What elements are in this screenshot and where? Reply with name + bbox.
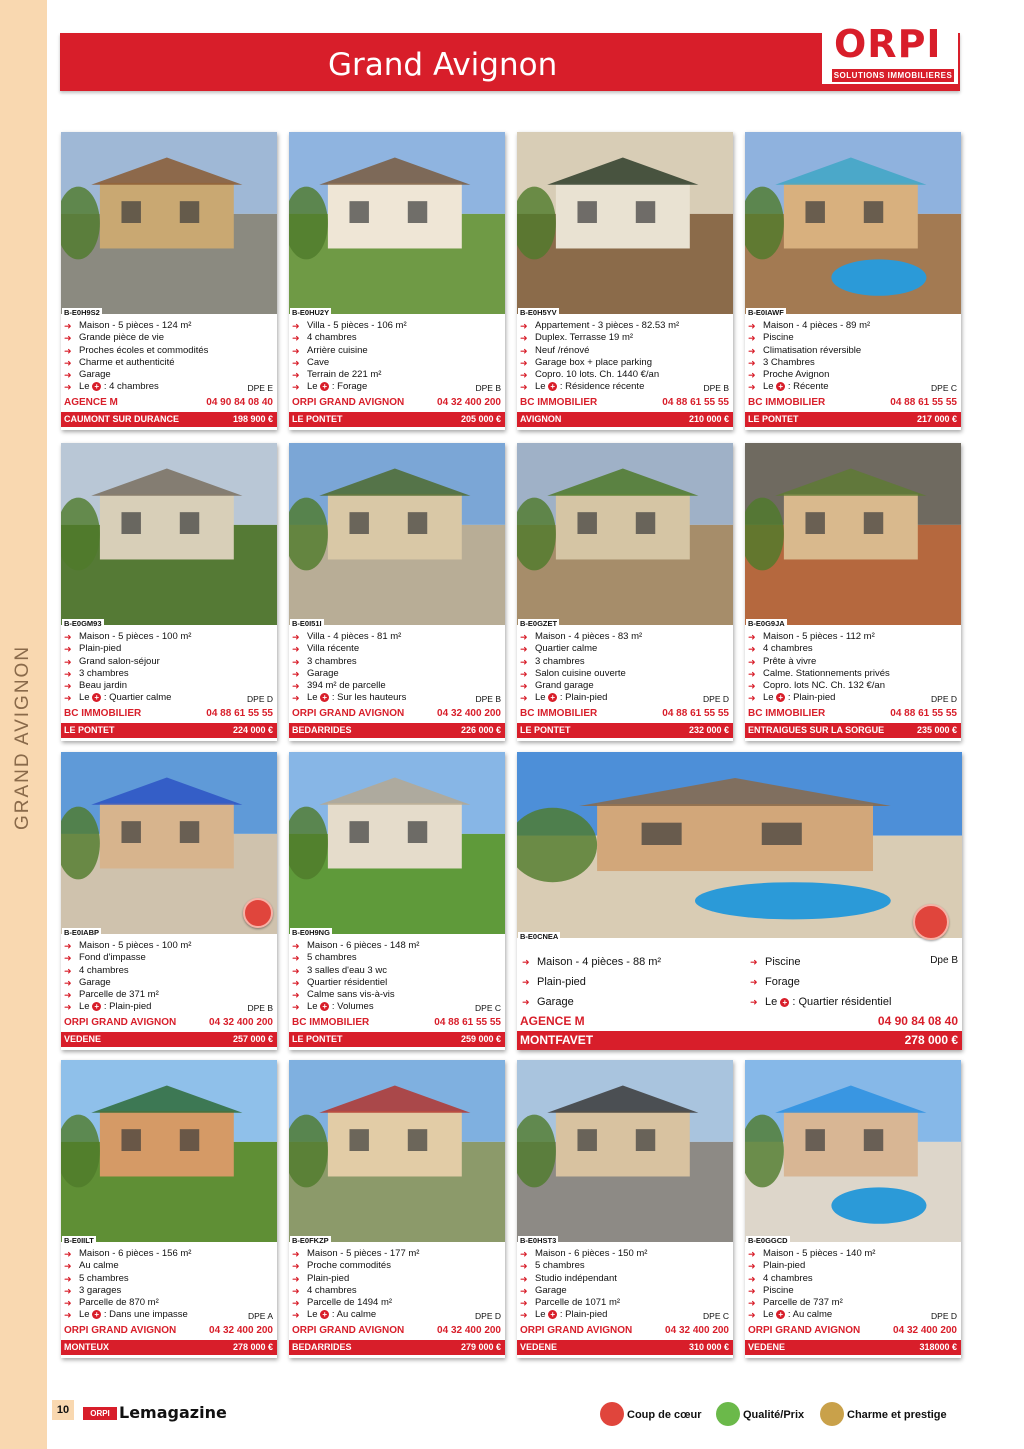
listing-ref: B-E0GZET <box>520 619 558 628</box>
feature-item: ➜ Piscine <box>745 332 870 344</box>
agency-phone[interactable]: 04 88 61 55 55 <box>206 708 273 719</box>
plus-text: : Dans une impasse <box>101 1309 188 1321</box>
feature-plus-item: ➜ Le + : Volumes <box>289 1001 419 1013</box>
feature-item: ➜ Proche commodités <box>289 1260 419 1272</box>
quality-price-icon <box>716 1402 740 1426</box>
feature-item: ➜ Cave <box>289 357 407 369</box>
feature-list <box>61 940 191 1014</box>
city-name: LE PONTET <box>64 725 115 735</box>
agency-phone[interactable]: 04 32 400 200 <box>437 1325 501 1336</box>
plus-icon: + <box>92 1310 101 1319</box>
listing-card[interactable] <box>745 443 961 741</box>
plus-text: : Au calme <box>785 1309 833 1321</box>
agency-phone[interactable]: 04 88 61 55 55 <box>434 1017 501 1028</box>
feature-plus-item: ➜ Le + : Plain-pied <box>745 692 890 704</box>
plus-icon: + <box>320 382 329 391</box>
listing-card[interactable] <box>289 443 505 741</box>
feature-plus-item: ➜ Le + : Résidence récente <box>517 381 679 393</box>
plus-icon: + <box>320 1310 329 1319</box>
dpe-rating: DPE D <box>703 694 729 704</box>
feature-item: ➜ Quartier résidentiel <box>289 977 419 989</box>
feature-plus-item: ➜ Le + : Dans une impasse <box>61 1309 191 1321</box>
property-photo[interactable] <box>289 443 505 625</box>
listing-card[interactable] <box>517 132 733 430</box>
agency-row <box>289 396 505 410</box>
feature-item: ➜ Grand garage <box>517 680 642 692</box>
feature-item: ➜ 3 chambres <box>61 668 191 680</box>
agency-phone[interactable]: 04 32 400 200 <box>665 1325 729 1336</box>
feature-item: ➜ Parcelle de 870 m² <box>61 1297 191 1309</box>
feature-item: ➜ 3 salles d'eau 3 wc <box>289 965 419 977</box>
feature-list <box>517 631 642 705</box>
dpe-rating: DPE C <box>475 1003 501 1013</box>
feature-item: ➜ Parcelle de 737 m² <box>745 1297 875 1309</box>
feature-list <box>289 320 407 394</box>
city-price-bar <box>289 723 505 738</box>
price: 279 000 € <box>460 1342 501 1352</box>
feature-plus-item: ➜ Le + : Au calme <box>289 1309 419 1321</box>
listing-ref: B-E0H9S2 <box>64 308 100 317</box>
feature-plus-item: ➜ Le + : 4 chambres <box>61 381 208 393</box>
plus-text: : Quartier calme <box>101 692 172 704</box>
city-price-bar <box>289 412 505 427</box>
city-price-bar <box>517 412 733 427</box>
plus-icon: + <box>92 693 101 702</box>
feature-item: ➜ Forage <box>747 972 891 992</box>
listing-card[interactable] <box>61 132 277 430</box>
feature-plus-item: ➜ Le + : Forage <box>289 381 407 393</box>
agency-name[interactable]: ORPI GRAND AVIGNON <box>64 1325 177 1336</box>
price: 257 000 € <box>232 1034 273 1044</box>
agency-name[interactable]: ORPI GRAND AVIGNON <box>520 1325 633 1336</box>
city-name: LE PONTET <box>520 725 571 735</box>
feature-item: ➜ Maison - 4 pièces - 83 m² <box>517 631 642 643</box>
plus-text: : Plain-pied <box>101 1001 152 1013</box>
feature-item: ➜ 4 chambres <box>61 965 191 977</box>
price: 232 000 € <box>688 725 729 735</box>
plus-icon: + <box>548 382 557 391</box>
listing-card[interactable] <box>61 752 277 1050</box>
property-photo[interactable] <box>289 132 505 314</box>
orpi-logo[interactable] <box>822 20 958 84</box>
feature-list-right <box>747 952 891 1012</box>
property-photo[interactable] <box>745 132 961 314</box>
price: 259 000 € <box>460 1034 501 1044</box>
price: 310 000 € <box>688 1342 729 1352</box>
price: 198 900 € <box>232 414 273 424</box>
agency-name[interactable]: BC IMMOBILIER <box>292 1017 370 1028</box>
dpe-rating: DPE C <box>703 1311 729 1321</box>
city-name: AVIGNON <box>520 414 562 424</box>
feature-item: ➜ Maison - 4 pièces - 88 m² <box>519 952 661 972</box>
feature-item: ➜ 4 chambres <box>745 643 890 655</box>
feature-item: ➜ Calme sans vis-à-vis <box>289 989 419 1001</box>
feature-item: ➜ Maison - 6 pièces - 156 m² <box>61 1248 191 1260</box>
dpe-rating: DPE B <box>475 383 501 393</box>
agency-phone[interactable]: 04 90 84 08 40 <box>206 397 273 408</box>
feature-item: ➜ Piscine <box>745 1285 875 1297</box>
listing-card[interactable] <box>517 443 733 741</box>
feature-item: ➜ 3 chambres <box>517 656 642 668</box>
plus-text: : Plain-pied <box>557 1309 608 1321</box>
plus-icon: + <box>548 693 557 702</box>
city-price-bar <box>289 1032 505 1047</box>
city-name: LE PONTET <box>292 1034 343 1044</box>
listing-ref: B-E0HST3 <box>520 1236 557 1245</box>
feature-list <box>61 320 208 394</box>
property-photo[interactable] <box>61 132 277 314</box>
prestige-icon <box>820 1402 844 1426</box>
feature-item: ➜ Maison - 5 pièces - 177 m² <box>289 1248 419 1260</box>
agency-name[interactable]: ORPI GRAND AVIGNON <box>292 1325 405 1336</box>
listing-ref: B-E0FKZP <box>292 1236 329 1245</box>
agency-name[interactable]: ORPI GRAND AVIGNON <box>292 708 405 719</box>
agency-phone[interactable]: 04 88 61 55 55 <box>890 708 957 719</box>
property-photo[interactable] <box>517 443 733 625</box>
listing-ref: B-E0IILT <box>64 1236 94 1245</box>
agency-phone[interactable]: 04 32 400 200 <box>893 1325 957 1336</box>
listing-card[interactable] <box>517 1060 733 1358</box>
heart-house-icon <box>600 1402 624 1426</box>
city-price-bar <box>61 412 277 427</box>
feature-item: ➜ Garage <box>289 668 406 680</box>
feature-item: ➜ Piscine <box>747 952 891 972</box>
feature-item: ➜ Garage box + place parking <box>517 357 679 369</box>
feature-item: ➜ 3 chambres <box>289 656 406 668</box>
agency-row <box>289 1324 505 1338</box>
property-photo[interactable] <box>517 752 962 938</box>
feature-item: ➜ Fond d'impasse <box>61 952 191 964</box>
plus-text: : Récente <box>785 381 829 393</box>
agency-name[interactable]: AGENCE M <box>520 1014 585 1028</box>
listing-ref: B-E0H5YV <box>520 308 557 317</box>
plus-text: : Quartier résidentiel <box>789 996 892 1008</box>
dpe-rating: DPE D <box>475 1311 501 1321</box>
plus-icon: + <box>320 693 329 702</box>
plus-icon: + <box>320 1002 329 1011</box>
feature-item: ➜ Plain-pied <box>519 972 661 992</box>
plus-text: : Au calme <box>329 1309 377 1321</box>
feature-item: ➜ Neuf /rénové <box>517 345 679 357</box>
feature-item: ➜ Plain-pied <box>61 643 191 655</box>
feature-item: ➜ Charme et authenticité <box>61 357 208 369</box>
listing-ref: B-E0CNEA <box>520 932 559 941</box>
feature-item: ➜ Beau jardin <box>61 680 191 692</box>
plus-text: : Forage <box>329 381 368 393</box>
feature-item: ➜ 3 Chambres <box>745 357 870 369</box>
dpe-rating: DPE E <box>247 383 273 393</box>
listing-card[interactable] <box>289 132 505 430</box>
plus-text: : Résidence récente <box>557 381 645 393</box>
plus-icon: + <box>780 998 789 1007</box>
dpe-rating: DPE D <box>247 694 273 704</box>
listing-ref: B-E0H9NG <box>292 928 330 937</box>
feature-item: ➜ 4 chambres <box>289 1285 419 1297</box>
feature-item: ➜ 5 chambres <box>517 1260 647 1272</box>
feature-list <box>745 1248 875 1322</box>
property-photo[interactable] <box>61 443 277 625</box>
feature-item: ➜ Maison - 4 pièces - 89 m² <box>745 320 870 332</box>
agency-row <box>517 707 733 721</box>
feature-plus-item: ➜ Le + : Plain-pied <box>61 1001 191 1013</box>
city-name: ENTRAIGUES SUR LA SORGUE <box>748 725 885 735</box>
price: 235 000 € <box>916 725 957 735</box>
feature-plus-item: ➜ Le + : Quartier résidentiel <box>747 992 891 1012</box>
feature-plus-item: ➜ Le + : Quartier calme <box>61 692 191 704</box>
city-price-bar <box>745 412 961 427</box>
feature-list <box>289 940 419 1014</box>
dpe-rating: DPE B <box>247 1003 273 1013</box>
feature-item: ➜ Maison - 5 pièces - 124 m² <box>61 320 208 332</box>
feature-item: ➜ Parcelle de 1494 m² <box>289 1297 419 1309</box>
feature-item: ➜ Maison - 5 pièces - 112 m² <box>745 631 890 643</box>
feature-plus-item: ➜ Le + : Plain-pied <box>517 692 642 704</box>
dpe-rating: DPE D <box>931 1311 957 1321</box>
city-price-bar <box>745 723 961 738</box>
city-price-bar <box>61 723 277 738</box>
page-number: 10 <box>52 1400 74 1420</box>
city-name: MONTEUX <box>64 1342 109 1352</box>
feature-list <box>61 1248 191 1322</box>
feature-item: ➜ Grand salon-séjour <box>61 656 191 668</box>
plus-text: : Sur les hauteurs <box>329 692 407 704</box>
city-name: MONTFAVET <box>520 1033 594 1047</box>
magazine-name: Lemagazine <box>119 1403 227 1422</box>
feature-item: ➜ Duplex. Terrasse 19 m² <box>517 332 679 344</box>
property-photo[interactable] <box>745 1060 961 1242</box>
listing-card[interactable] <box>61 443 277 741</box>
feature-item: ➜ Studio indépendant <box>517 1273 647 1285</box>
agency-row <box>289 1016 505 1030</box>
coup-de-coeur-badge <box>913 904 949 940</box>
agency-row <box>61 707 277 721</box>
side-section-label <box>12 806 34 830</box>
price: 217 000 € <box>916 414 957 424</box>
agency-name[interactable]: AGENCE M <box>64 397 118 408</box>
feature-item: ➜ Grande pièce de vie <box>61 332 208 344</box>
plus-text: : Volumes <box>329 1001 374 1013</box>
city-price-bar <box>61 1340 277 1355</box>
page-title: Grand Avignon <box>328 47 558 83</box>
agency-row <box>745 396 961 410</box>
feature-item: ➜ 4 chambres <box>745 1273 875 1285</box>
feature-item: ➜ Appartement - 3 pièces - 82.53 m² <box>517 320 679 332</box>
feature-item: ➜ Parcelle de 1071 m² <box>517 1297 647 1309</box>
price: 226 000 € <box>460 725 501 735</box>
city-name: BEDARRIDES <box>292 1342 352 1352</box>
plus-text: : 4 chambres <box>101 381 159 393</box>
agency-name[interactable]: ORPI GRAND AVIGNON <box>292 397 405 408</box>
city-price-bar <box>517 1340 733 1355</box>
agency-row <box>61 1324 277 1338</box>
property-photo[interactable] <box>289 752 505 934</box>
property-photo[interactable] <box>61 1060 277 1242</box>
listing-ref: B-E0GGCD <box>748 1236 788 1245</box>
feature-item: ➜ 5 chambres <box>61 1273 191 1285</box>
feature-item: ➜ Villa - 4 pièces - 81 m² <box>289 631 406 643</box>
feature-item: ➜ Villa récente <box>289 643 406 655</box>
plus-icon: + <box>92 1002 101 1011</box>
feature-item: ➜ Plain-pied <box>289 1273 419 1285</box>
feature-item: ➜ Prête à vivre <box>745 656 890 668</box>
feature-list <box>289 631 406 705</box>
agency-name[interactable]: BC IMMOBILIER <box>748 708 826 719</box>
feature-item: ➜ Maison - 5 pièces - 100 m² <box>61 940 191 952</box>
feature-item: ➜ 5 chambres <box>289 952 419 964</box>
city-name: CAUMONT SUR DURANCE <box>64 414 179 424</box>
dpe-rating: DPE B <box>703 383 729 393</box>
price: 278 000 € <box>904 1033 958 1047</box>
plus-icon: + <box>776 382 785 391</box>
agency-phone[interactable]: 04 32 400 200 <box>437 708 501 719</box>
feature-item: ➜ Climatisation réversible <box>745 345 870 357</box>
feature-plus-item: ➜ Le + : Au calme <box>745 1309 875 1321</box>
agency-row <box>517 1324 733 1338</box>
city-price-bar <box>745 1340 961 1355</box>
city-name: VEDENE <box>520 1342 558 1352</box>
listing-ref: B-E0I51I <box>292 619 322 628</box>
price: 318000 € <box>919 1342 957 1352</box>
listing-card[interactable] <box>61 1060 277 1358</box>
listing-card[interactable] <box>745 132 961 430</box>
feature-plus-item: ➜ Le + : Sur les hauteurs <box>289 692 406 704</box>
feature-item: ➜ Quartier calme <box>517 643 642 655</box>
feature-item: ➜ Arrière cuisine <box>289 345 407 357</box>
property-photo[interactable] <box>517 132 733 314</box>
feature-item: ➜ 394 m² de parcelle <box>289 680 406 692</box>
listing-card[interactable] <box>289 1060 505 1358</box>
feature-list <box>517 320 679 394</box>
feature-item: ➜ Parcelle de 371 m² <box>61 989 191 1001</box>
plus-icon: + <box>92 382 101 391</box>
city-price-bar <box>61 1032 277 1047</box>
dpe-rating: DPE D <box>931 694 957 704</box>
agency-phone[interactable]: 04 32 400 200 <box>209 1325 273 1336</box>
logo-word: ORPI <box>834 22 942 66</box>
feature-item: ➜ Plain-pied <box>745 1260 875 1272</box>
city-name: VEDENE <box>64 1034 102 1044</box>
feature-item: ➜ Garage <box>61 369 208 381</box>
feature-item: ➜ Calme. Stationnements privés <box>745 668 890 680</box>
feature-list <box>289 1248 419 1322</box>
feature-plus-item: ➜ Le + : Récente <box>745 381 870 393</box>
feature-item: ➜ Copro. lots NC. Ch. 132 €/an <box>745 680 890 692</box>
feature-item: ➜ 3 garages <box>61 1285 191 1297</box>
city-name: LE PONTET <box>748 414 799 424</box>
feature-item: ➜ Proches écoles et commodités <box>61 345 208 357</box>
feature-item: ➜ Villa - 5 pièces - 106 m² <box>289 320 407 332</box>
feature-item: ➜ Copro. 10 lots. Ch. 1440 €/an <box>517 369 679 381</box>
property-photo[interactable] <box>289 1060 505 1242</box>
feature-list-left <box>519 952 661 1012</box>
feature-item: ➜ Maison - 6 pièces - 150 m² <box>517 1248 647 1260</box>
property-photo[interactable] <box>517 1060 733 1242</box>
agency-name[interactable]: BC IMMOBILIER <box>748 397 826 408</box>
feature-list <box>517 1248 647 1322</box>
agency-phone[interactable]: 04 90 84 08 40 <box>877 1014 958 1028</box>
listing-ref: B-E0IABP <box>64 928 100 937</box>
feature-plus-item: ➜ Le + : Plain-pied <box>517 1309 647 1321</box>
featured-listing-card[interactable] <box>517 752 962 1050</box>
agency-name[interactable]: BC IMMOBILIER <box>520 708 598 719</box>
feature-item: ➜ Salon cuisine ouverte <box>517 668 642 680</box>
coup-de-coeur-badge <box>243 898 273 928</box>
listing-ref: B-E0G9JA <box>748 619 785 628</box>
price: 224 000 € <box>232 725 273 735</box>
feature-list <box>745 631 890 705</box>
price: 210 000 € <box>688 414 729 424</box>
city-price-bar <box>517 723 733 738</box>
plus-icon: + <box>776 1310 785 1319</box>
agency-phone[interactable]: 04 88 61 55 55 <box>662 708 729 719</box>
footer-orpi-logo: ORPI <box>83 1407 117 1420</box>
dpe-rating: DPE C <box>931 383 957 393</box>
feature-item: ➜ Garage <box>61 977 191 989</box>
agency-row <box>61 1016 277 1030</box>
agency-row <box>517 396 733 410</box>
listing-ref: B-E0HU2Y <box>292 308 330 317</box>
property-photo[interactable] <box>745 443 961 625</box>
plus-icon: + <box>548 1310 557 1319</box>
agency-row <box>745 1324 961 1338</box>
feature-item: ➜ Au calme <box>61 1260 191 1272</box>
feature-item: ➜ 4 chambres <box>289 332 407 344</box>
listing-card[interactable] <box>745 1060 961 1358</box>
price: 278 000 € <box>232 1342 273 1352</box>
agency-phone[interactable]: 04 32 400 200 <box>209 1017 273 1028</box>
agency-phone[interactable]: 04 88 61 55 55 <box>890 397 957 408</box>
plus-text: : Plain-pied <box>557 692 608 704</box>
dpe-rating: DPE B <box>475 694 501 704</box>
agency-row <box>289 707 505 721</box>
plus-icon: + <box>776 693 785 702</box>
agency-row <box>745 707 961 721</box>
agency-name[interactable]: BC IMMOBILIER <box>64 708 142 719</box>
feature-item: ➜ Garage <box>517 1285 647 1297</box>
feature-item: ➜ Garage <box>519 992 661 1012</box>
agency-phone[interactable]: 04 88 61 55 55 <box>662 397 729 408</box>
feature-list <box>745 320 870 394</box>
agency-name[interactable]: ORPI GRAND AVIGNON <box>748 1325 861 1336</box>
city-name: LE PONTET <box>292 414 343 424</box>
city-price-bar <box>289 1340 505 1355</box>
city-name: BEDARRIDES <box>292 725 352 735</box>
feature-item: ➜ Maison - 5 pièces - 140 m² <box>745 1248 875 1260</box>
listing-ref: B-E0IAWF <box>748 308 784 317</box>
agency-name[interactable]: BC IMMOBILIER <box>520 397 598 408</box>
dpe-rating: DPE A <box>247 1311 273 1321</box>
listing-ref: B-E0GM93 <box>64 619 102 628</box>
feature-item: ➜ Maison - 6 pièces - 148 m² <box>289 940 419 952</box>
logo-subtitle: SOLUTIONS IMMOBILIERES <box>833 71 953 80</box>
price: 205 000 € <box>460 414 501 424</box>
dpe-rating: Dpe B <box>930 955 958 966</box>
feature-list <box>61 631 191 705</box>
agency-phone[interactable]: 04 32 400 200 <box>437 397 501 408</box>
city-name: VEDENE <box>748 1342 786 1352</box>
agency-name[interactable]: ORPI GRAND AVIGNON <box>64 1017 177 1028</box>
feature-item: ➜ Terrain de 221 m² <box>289 369 407 381</box>
city-price-bar <box>517 1031 962 1050</box>
feature-item: ➜ Proche Avignon <box>745 369 870 381</box>
agency-row <box>517 1013 962 1029</box>
listing-card[interactable] <box>289 752 505 1050</box>
feature-item: ➜ Maison - 5 pièces - 100 m² <box>61 631 191 643</box>
plus-text: : Plain-pied <box>785 692 836 704</box>
agency-row <box>61 396 277 410</box>
